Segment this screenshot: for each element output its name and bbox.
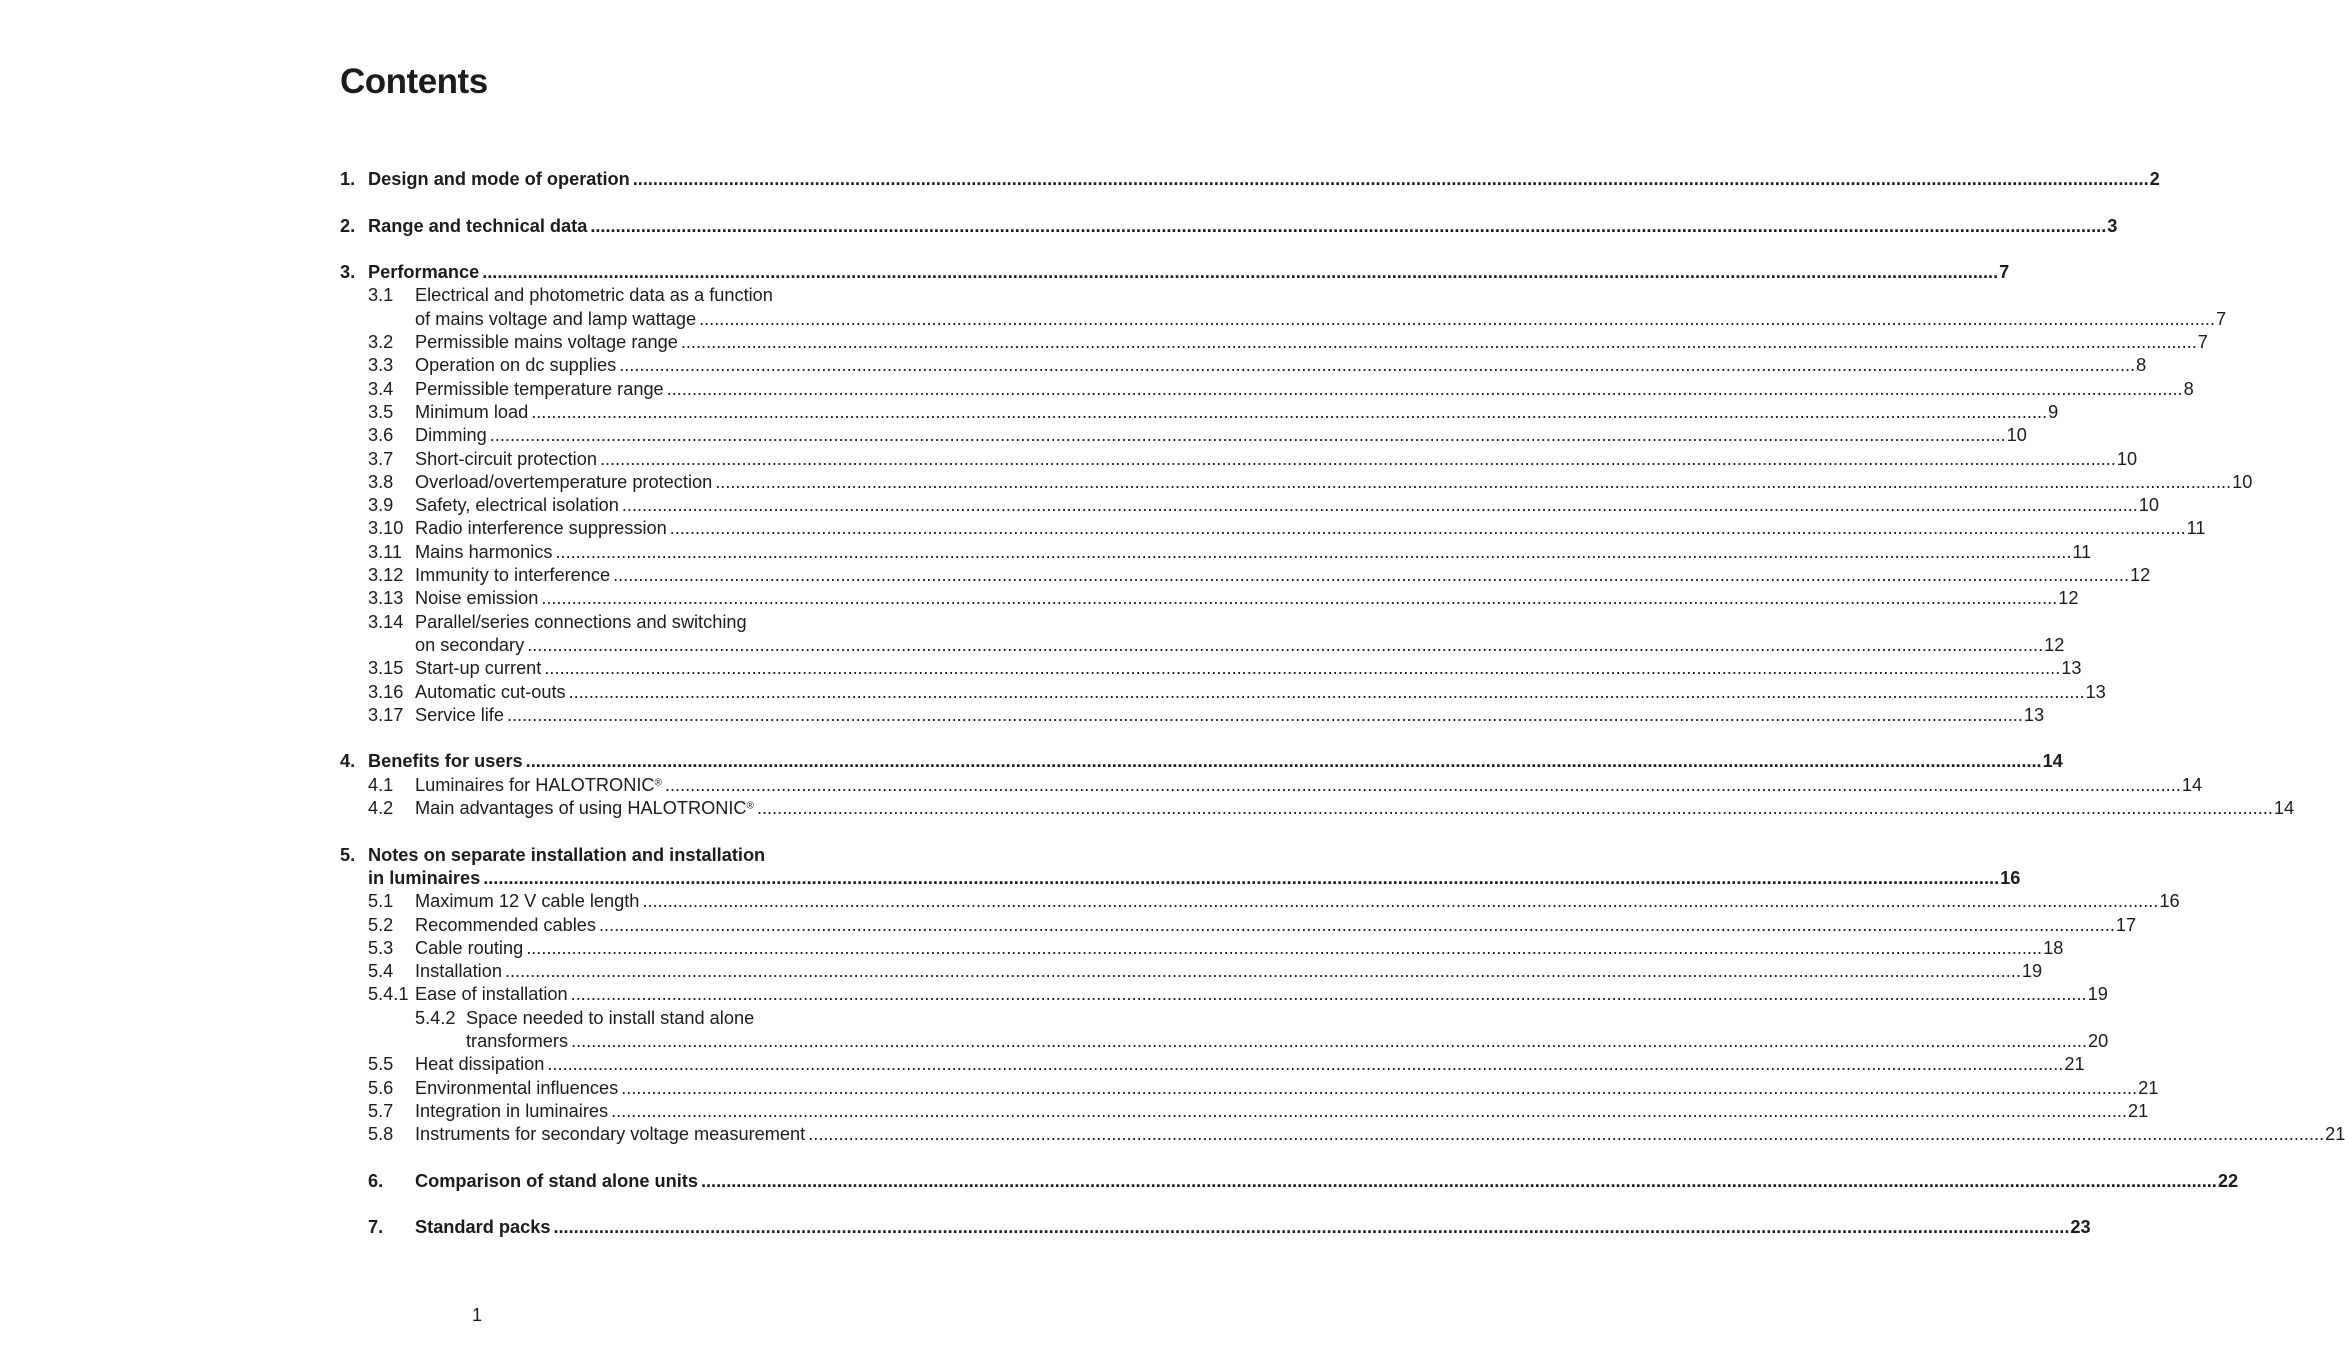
toc-entry-title: Noise emission [415,588,539,609]
toc-entry-number: 5.4.1 [368,984,409,1005]
toc-entry-page: 10 [2116,448,2138,469]
dot-leader: ............................................................................................................................................................................................................................................................................................................ [700,1170,2217,1191]
toc-entry-number: 3.6 [368,425,394,446]
toc-entry-page: 11 [2186,518,2206,539]
toc-entry-number: 3.5 [368,401,394,422]
toc-entry-title: Operation on dc supplies [415,355,617,376]
toc-entry-title: Ease of installation [415,984,568,1005]
toc-entry-number: 3.17 [368,704,404,725]
toc-entry[interactable] [340,168,2160,191]
toc-entry-page: 8 [2183,378,2194,399]
toc-entry-page: 21 [2064,1054,2085,1075]
toc-entry-page: 8 [2136,355,2147,376]
toc-entry[interactable] [340,634,2065,657]
toc-entry[interactable] [340,354,2147,377]
dot-leader: ............................................................................................................................................................................................................................................................................................................ [504,961,2021,982]
toc-entry[interactable] [340,704,2045,727]
toc-entry-page: 7 [2197,332,2208,353]
dot-leader: ............................................................................................................................................................................................................................................................................................................ [611,1100,2128,1121]
toc-entry-title: Start-up current [415,658,542,679]
toc-entry-title: Maximum 12 V cable length [415,891,640,912]
toc-entry-title: Permissible mains voltage range [415,332,678,353]
toc-entry-number: 3.2 [368,332,394,353]
toc-entry-page: 11 [2072,541,2092,562]
toc-entry-page: 22 [2217,1170,2239,1191]
toc-entry-number: 3.1 [368,285,394,306]
toc-entry-page: 10 [2006,425,2027,446]
toc-entry-title: Dimming [415,425,487,446]
toc-entry-title: Radio interference suppression [415,518,667,539]
dot-leader: ............................................................................................................................................................................................................................................................................................................ [489,425,2006,446]
toc-entry[interactable] [340,1170,2239,1193]
toc-entry-title: Mains harmonics [415,541,553,562]
toc-entry-number: 5.1 [368,891,394,912]
toc-entry-page: 19 [2087,984,2108,1005]
toc-entry-title: Notes on separate installation and installation [368,844,766,865]
toc-entry-number: 5.4.2 [415,1007,456,1028]
toc-entry-page: 7 [1999,262,2010,283]
toc-entry-number: 3.3 [368,355,394,376]
toc-entry[interactable] [340,424,2027,447]
toc-entry-page: 16 [2000,867,2021,888]
toc-entry[interactable] [340,564,2151,587]
toc-entry-title: Luminaires for HALOTRONIC [415,774,655,795]
toc-entry[interactable] [340,1007,906,1030]
toc-entry-page: 13 [2023,704,2045,725]
toc-entry[interactable] [340,1100,2149,1123]
toc-entry-page: 2 [2149,169,2160,189]
toc-entry-title: Integration in luminaires [415,1100,609,1121]
toc-entry[interactable] [340,471,2253,494]
dot-leader: ............................................................................................................................................................................................................................................................................................................ [555,541,2072,562]
table-of-contents [340,168,2345,1240]
dot-leader: ............................................................................................................................................................................................................................................................................................................ [808,1124,2325,1145]
dot-leader: ............................................................................................................................................................................................................................................................................................................ [531,401,2048,422]
dot-leader: ............................................................................................................................................................................................................................................................................................................ [544,658,2061,679]
toc-entry[interactable] [340,541,2092,564]
toc-entry-title: Recommended cables [415,914,596,935]
toc-entry-title: Overload/overtemperature protection [415,471,713,492]
toc-entry-page: 14 [2042,751,2063,772]
dot-leader: ............................................................................................................................................................................................................................................................................................................ [666,378,2183,399]
toc-entry[interactable] [340,215,2118,238]
toc-entry-title: Safety, electrical isolation [415,495,619,516]
toc-entry-number: 5.4 [368,961,394,982]
toc-entry-number: 5. [340,844,356,865]
toc-entry-number: 3.13 [368,588,404,609]
toc-entry-title: on secondary [415,634,525,655]
toc-entry[interactable] [340,378,2194,401]
dot-leader: ............................................................................................................................................................................................................................................................................................................ [632,169,2149,189]
toc-entry-title: Comparison of stand alone units [415,1170,698,1191]
toc-entry-number: 1. [340,169,356,189]
toc-entry-title: Environmental influences [415,1077,619,1098]
toc-entry-number: 3.11 [368,541,403,562]
toc-entry-page: 21 [2138,1077,2159,1098]
toc-entry-title: Electrical and photometric data as a function [415,285,773,306]
registered-mark: ® [654,777,662,789]
dot-leader: ............................................................................................................................................................................................................................................................................................................ [541,588,2058,609]
toc-entry-number: 7. [368,1217,384,1238]
toc-entry-title: Space needed to install stand alone [466,1007,755,1028]
toc-entry[interactable] [340,797,2295,820]
toc-entry-title: Design and mode of operation [368,169,630,189]
toc-entry-page: 23 [2070,1217,2091,1238]
dot-leader: ............................................................................................................................................................................................................................................................................................................ [568,681,2085,702]
toc-entry-title: of mains voltage and lamp wattage [415,308,697,329]
toc-entry-page: 20 [2088,1030,2109,1051]
toc-entry[interactable] [340,1123,2345,1146]
toc-entry-title: Benefits for users [368,751,523,772]
toc-entry-title: Automatic cut-outs [415,681,566,702]
dot-leader: ............................................................................................................................................................................................................................................................................................................ [756,798,2273,819]
page-title: Contents [340,62,488,101]
toc-entry-number: 5.3 [368,937,394,958]
toc-entry-title: in luminaires [368,867,481,888]
dot-leader: ............................................................................................................................................................................................................................................................................................................ [619,355,2136,376]
toc-entry-number: 5.5 [368,1054,394,1075]
toc-entry-number: 3.14 [368,611,404,632]
toc-entry[interactable] [340,1077,2159,1100]
toc-entry-title: Short-circuit protection [415,448,597,469]
toc-entry[interactable] [340,1053,2085,1076]
toc-entry[interactable] [340,750,2063,773]
dot-leader: ............................................................................................................................................................................................................................................................................................................ [525,751,2042,772]
toc-entry-number: 4.2 [368,798,394,819]
dot-leader: ............................................................................................................................................................................................................................................................................................................ [526,937,2043,958]
toc-entry-page: 18 [2043,937,2064,958]
toc-entry[interactable] [340,844,906,867]
dot-leader: ............................................................................................................................................................................................................................................................................................................ [598,914,2115,935]
toc-entry[interactable] [340,587,2079,610]
toc-entry-title: Standard packs [415,1217,551,1238]
dot-leader: ............................................................................................................................................................................................................................................................................................................ [699,308,2215,329]
dot-leader: ............................................................................................................................................................................................................................................................................................................ [715,471,2232,492]
toc-entry-number: 3.16 [368,681,404,702]
toc-entry-page: 13 [2085,681,2106,702]
toc-entry-page: 12 [2058,588,2079,609]
toc-entry-title: Permissible temperature range [415,378,664,399]
dot-leader: ............................................................................................................................................................................................................................................................................................................ [669,518,2186,539]
dot-leader: ............................................................................................................................................................................................................................................................................................................ [570,984,2087,1005]
dot-leader: ............................................................................................................................................................................................................................................................................................................ [483,867,2000,888]
toc-entry-page: 13 [2061,658,2082,679]
toc-entry[interactable] [340,308,2227,331]
toc-entry-number: 6. [368,1170,384,1191]
toc-entry-title: transformers [466,1030,569,1051]
toc-entry[interactable] [340,983,2108,1006]
dot-leader: ............................................................................................................................................................................................................................................................................................................ [547,1054,2064,1075]
toc-entry-title: Heat dissipation [415,1054,545,1075]
toc-entry-number: 5.7 [368,1100,394,1121]
toc-entry-title: Range and technical data [368,215,588,236]
dot-leader: ............................................................................................................................................................................................................................................................................................................ [506,704,2023,725]
dot-leader: ............................................................................................................................................................................................................................................................................................................ [621,1077,2138,1098]
toc-entry-number: 5.2 [368,914,394,935]
toc-entry-title: Minimum load [415,401,529,422]
toc-entry-page: 7 [2216,308,2227,329]
toc-entry-page: 12 [2044,634,2065,655]
dot-leader: ............................................................................................................................................................................................................................................................................................................ [527,634,2044,655]
toc-entry-page: 21 [2128,1100,2149,1121]
dot-leader: ............................................................................................................................................................................................................................................................................................................ [680,332,2197,353]
toc-entry-page: 12 [2130,565,2151,586]
toc-entry-number: 3.9 [368,495,394,516]
toc-entry-number: 3.8 [368,471,394,492]
toc-entry-number: 3.4 [368,378,394,399]
toc-entry-title: Performance [368,262,480,283]
toc-entry-number: 4. [340,751,356,772]
toc-entry[interactable] [340,867,2021,890]
toc-entry-number: 3.10 [368,518,404,539]
toc-entry-number: 5.6 [368,1077,394,1098]
toc-entry[interactable] [340,960,2043,983]
dot-leader: ............................................................................................................................................................................................................................................................................................................ [599,448,2116,469]
toc-entry[interactable] [340,657,2082,680]
toc-entry[interactable] [340,401,2059,424]
toc-entry-title: Installation [415,961,502,982]
toc-entry-page: 19 [2021,961,2043,982]
toc-entry-page: 14 [2181,774,2203,795]
toc-entry-title: Immunity to interference [415,565,611,586]
dot-leader: ............................................................................................................................................................................................................................................................................................................ [590,215,2107,236]
toc-entry-page: 17 [2115,914,2137,935]
dot-leader: ............................................................................................................................................................................................................................................................................................................ [664,774,2181,795]
page-number: 1 [472,1305,483,1325]
toc-entry-title: Main advantages of using HALOTRONIC [415,798,747,819]
toc-entry-title: Cable routing [415,937,524,958]
toc-entry-page: 14 [2273,798,2295,819]
toc-entry[interactable] [340,261,2010,284]
toc-entry-number: 5.8 [368,1124,394,1145]
toc-entry[interactable] [340,1216,2091,1239]
dot-leader: ............................................................................................................................................................................................................................................................................................................ [482,262,1999,283]
toc-entry[interactable] [340,774,2203,797]
toc-entry[interactable] [340,1030,2109,1053]
toc-entry-page: 9 [2048,401,2059,422]
toc-entry-number: 3.7 [368,448,394,469]
toc-entry-page: 21 [2325,1124,2345,1145]
registered-mark: ® [746,800,754,812]
toc-entry[interactable] [340,517,2206,540]
toc-entry[interactable] [340,681,2106,704]
toc-entry[interactable] [340,284,906,307]
toc-entry-page: 16 [2159,891,2180,912]
toc-entry[interactable] [340,331,2208,354]
toc-entry-title: Service life [415,704,504,725]
toc-entry-page: 10 [2138,495,2160,516]
toc-entry[interactable] [340,448,2138,471]
toc-entry[interactable] [340,937,2064,960]
dot-leader: ............................................................................................................................................................................................................................................................................................................ [553,1217,2070,1238]
toc-entry-number: 3.12 [368,565,404,586]
toc-entry[interactable] [340,890,2180,913]
toc-entry[interactable] [340,914,2137,937]
toc-entry-number: 3. [340,262,356,283]
toc-entry-page: 3 [2107,215,2118,236]
dot-leader: ............................................................................................................................................................................................................................................................................................................ [613,565,2130,586]
toc-entry-title: Instruments for secondary voltage measurement [415,1124,806,1145]
toc-entry-page: 10 [2232,471,2253,492]
toc-entry-title: Parallel/series connections and switching [415,611,747,632]
toc-entry-number: 4.1 [368,774,394,795]
toc-entry[interactable] [340,494,2160,517]
dot-leader: ............................................................................................................................................................................................................................................................................................................ [642,891,2159,912]
toc-entry[interactable] [340,611,906,634]
toc-entry-number: 2. [340,215,356,236]
toc-entry-number: 3.15 [368,658,404,679]
dot-leader: ............................................................................................................................................................................................................................................................................................................ [621,495,2138,516]
dot-leader: ............................................................................................................................................................................................................................................................................................................ [571,1030,2087,1051]
